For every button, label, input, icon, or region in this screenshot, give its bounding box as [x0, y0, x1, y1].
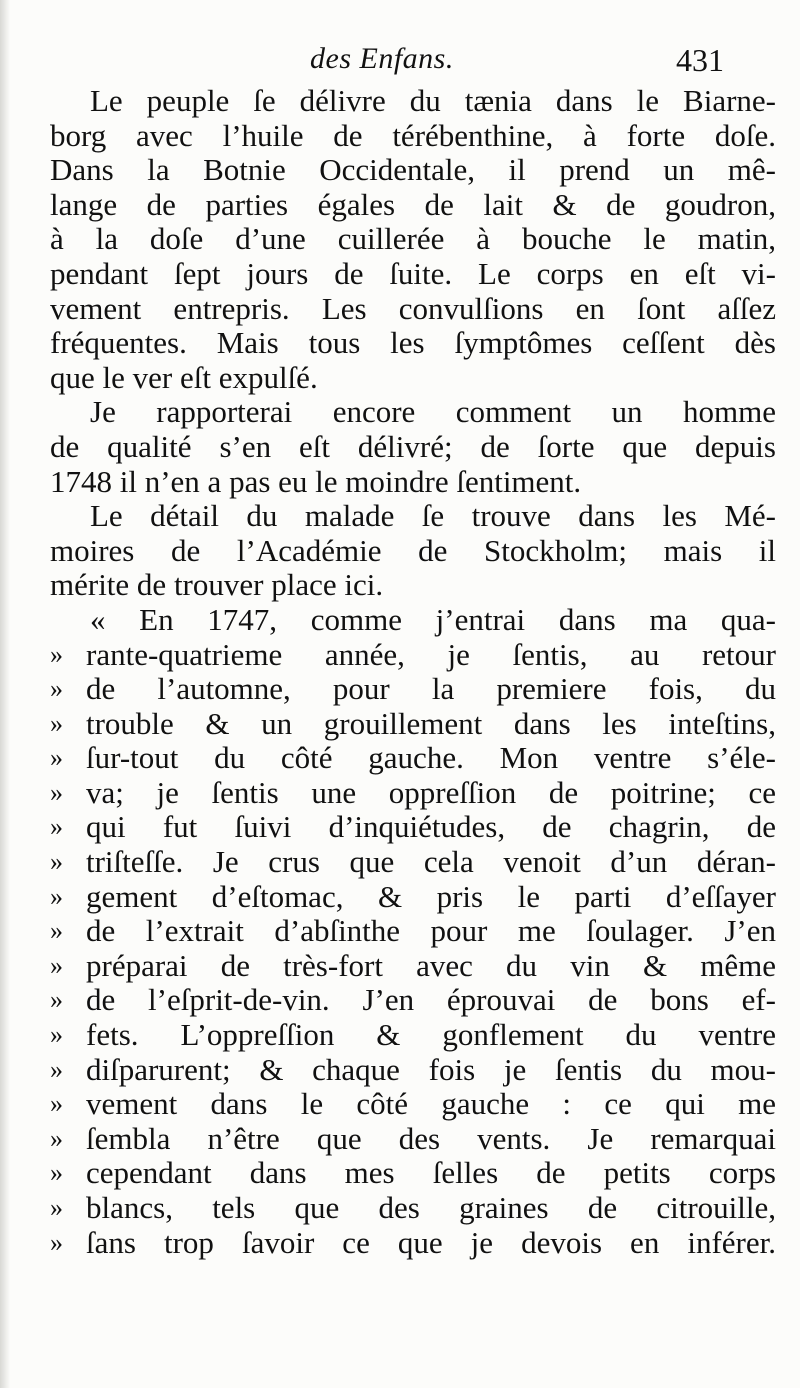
- text-line: Je rapporterai encore comment un homme: [90, 395, 776, 430]
- text-line: Le peuple ſe délivre du tænia dans le Biarne-: [90, 84, 776, 118]
- quote-mark: »: [50, 1089, 63, 1119]
- running-title: des Enfans.: [310, 42, 454, 75]
- text-line: mérite de trouver place ici.: [50, 568, 384, 603]
- quote-line: » va; je ſentis une oppreſſion de poitrine; ce: [50, 775, 776, 810]
- text-line: moires de l’Académie de Stockholm; mais il: [50, 533, 776, 568]
- quote-mark: »: [50, 1123, 63, 1153]
- quote-line: » de l’extrait d’abſinthe pour me ſoulager. J’en: [50, 914, 776, 949]
- text-line: vement entrepris. Les convulſions en ſont aſſez: [50, 291, 776, 326]
- text-line: 1748 il n’en a pas eu le moindre ſentiment.: [50, 464, 582, 499]
- quote-mark: »: [50, 985, 63, 1015]
- quote-mark: »: [50, 881, 63, 911]
- quote-mark: »: [50, 847, 63, 877]
- quote-line: » de l’automne, pour la premiere fois, du: [50, 672, 776, 707]
- quote-line: » triſteſſe. Je crus que cela venoit d’un déran-: [50, 845, 776, 880]
- text-line: de qualité s’en eſt délivré; de ſorte que depuis: [50, 429, 776, 464]
- quote-mark: »: [50, 950, 63, 980]
- quote-line: « En 1747, comme j’entrai dans ma qua-: [90, 602, 776, 637]
- quote-mark: »: [50, 1054, 63, 1084]
- quote-mark: »: [50, 674, 63, 704]
- quote-mark: »: [50, 812, 63, 842]
- quote-line: » gement d’eſtomac, & pris le parti d’eſſayer: [50, 879, 776, 914]
- quote-line: » rante-quatrieme année, je ſentis, au retour: [50, 637, 776, 672]
- quote-line: » fets. L’oppreſſion & gonflement du ventre: [50, 1018, 776, 1053]
- body-text: [50, 84, 776, 1260]
- quote-line: » trouble & un grouillement dans les inteſtins,: [50, 706, 776, 741]
- paragraph-stockholm-memoirs: [50, 499, 776, 603]
- quotation-block: [50, 603, 776, 1260]
- quote-line: » qui fut ſuivi d’inquiétudes, de chagrin, de: [50, 810, 776, 845]
- text-line: que le ver eſt expulſé.: [50, 360, 318, 395]
- text-line: lange de parties égales de lait & de goudron,: [50, 187, 776, 222]
- paragraph-man-of-quality: [50, 395, 776, 499]
- quote-line: » ſur-tout du côté gauche. Mon ventre s’éle-: [50, 741, 776, 776]
- text-line: Dans la Botnie Occidentale, il prend un mê-: [50, 153, 776, 188]
- quote-line: » ſembla n’être que des vents. Je remarquai: [50, 1121, 776, 1156]
- text-line: fréquentes. Mais tous les ſymptômes ceſſent dès: [50, 326, 776, 361]
- quote-mark: »: [50, 708, 63, 738]
- quote-mark: »: [50, 916, 63, 946]
- quote-line: » préparai de très-fort avec du vin & même: [50, 948, 776, 983]
- quote-line: » blancs, tels que des graines de citrouille,: [50, 1191, 776, 1225]
- quote-mark: »: [50, 639, 63, 669]
- quote-mark: »: [50, 743, 63, 773]
- quote-line: » de l’eſprit-de-vin. J’en éprouvai de bons ef-: [50, 983, 776, 1018]
- quote-mark: »: [50, 1020, 63, 1050]
- quote-line: » diſparurent; & chaque fois je ſentis du mou-: [50, 1052, 776, 1087]
- text-line: pendant ſept jours de ſuite. Le corps en eſt vi-: [50, 256, 776, 291]
- quote-line: » vement dans le côté gauche : ce qui me: [50, 1087, 776, 1122]
- quote-line: » cependant dans mes ſelles de petits corps: [50, 1156, 776, 1191]
- quote-mark: »: [50, 1227, 63, 1257]
- text-line: Le détail du malade ſe trouve dans les Mé-: [90, 499, 776, 534]
- page-number: 431: [676, 42, 724, 78]
- text-line: borg avec l’huile de térébenthine, à forte doſe.: [50, 118, 776, 153]
- quote-line: » ſans trop ſavoir ce que je devois en inférer.: [50, 1225, 776, 1260]
- quote-mark: »: [50, 1193, 63, 1222]
- quote-mark: »: [50, 1158, 63, 1188]
- quote-mark: »: [50, 777, 63, 807]
- paragraph-taenia-remedies: [50, 84, 776, 395]
- text-line: à la doſe d’une cuillerée à bouche le matin,: [50, 222, 776, 257]
